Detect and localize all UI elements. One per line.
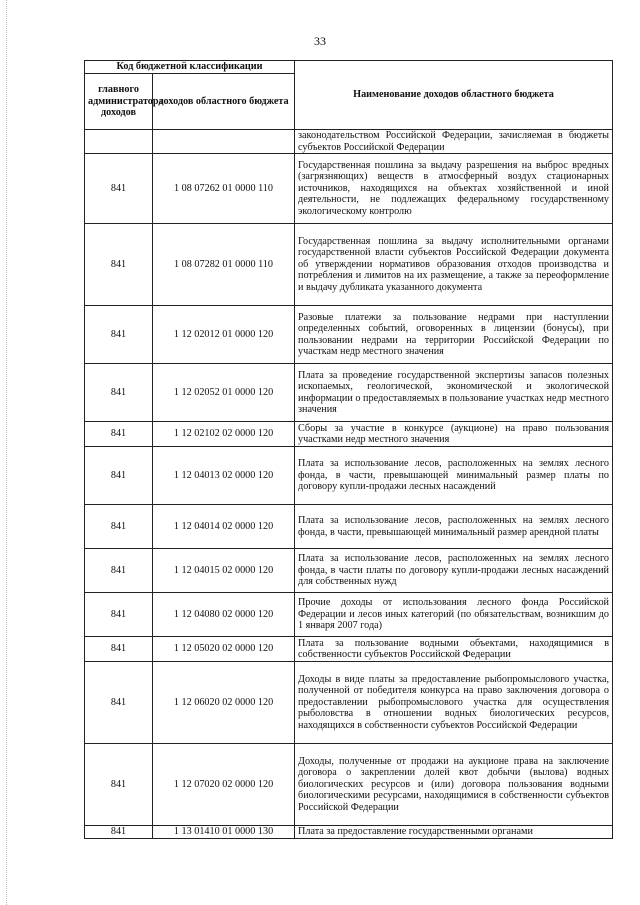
table-row <box>85 505 613 549</box>
cell-revenue-name: законодательством Российской Федерации, зачисляемая в бюджеты субъектов Российской Федерации <box>295 130 613 154</box>
cell-admin-code: 841 <box>85 549 153 593</box>
budget-classification-table <box>84 60 613 839</box>
table-row <box>85 224 613 306</box>
cell-admin-code <box>85 130 153 154</box>
cell-revenue-code <box>153 130 295 154</box>
page-number: 33 <box>314 34 326 48</box>
cell-revenue-name: Плата за использование лесов, расположенных на землях лесного фонда, в части, превышающей минимальный размер платы по договору купли-продажи лесных насаждений <box>295 447 613 505</box>
cell-admin-code: 841 <box>85 662 153 744</box>
cell-revenue-code: 1 12 02012 01 0000 120 <box>153 306 295 364</box>
cell-revenue-code: 1 08 07282 01 0000 110 <box>153 224 295 306</box>
cell-admin-code: 841 <box>85 306 153 364</box>
table-row <box>85 306 613 364</box>
cell-revenue-code: 1 12 02052 01 0000 120 <box>153 364 295 422</box>
header-regional-revenue-code: доходов областного бюджета <box>153 74 295 130</box>
cell-revenue-name: Разовые платежи за пользование недрами при наступлении определенных событий, оговоренных в лицензии (бонусы), при пользовании недрами на территории Российской Федерации по участкам недр местного значения <box>295 306 613 364</box>
table-row <box>85 364 613 422</box>
table-row <box>85 744 613 826</box>
cell-admin-code: 841 <box>85 154 153 224</box>
cell-revenue-code: 1 12 02102 02 0000 120 <box>153 422 295 447</box>
cell-admin-code: 841 <box>85 637 153 662</box>
cell-admin-code: 841 <box>85 447 153 505</box>
cell-revenue-name: Плата за проведение государственной экспертизы запасов полезных ископаемых, геологической, экономической и экологической информации о предоставляемых в пользование участках недр местного значения <box>295 364 613 422</box>
table-body <box>85 130 613 839</box>
cell-admin-code: 841 <box>85 593 153 637</box>
header-budget-classification-code: Код бюджетной классификации <box>85 61 295 74</box>
cell-admin-code: 841 <box>85 364 153 422</box>
table-row <box>85 637 613 662</box>
cell-revenue-name: Плата за предоставление государственными органами <box>295 826 613 839</box>
header-revenue-name: Наименование доходов областного бюджета <box>295 61 613 130</box>
cell-admin-code: 841 <box>85 826 153 839</box>
cell-revenue-name: Доходы в виде платы за предоставление рыбопромыслового участка, полученной от победителя конкурса на право заключения договора о предоставлении рыбопромыслового участка для осуществления рыболовства в отношении водных биологических ресурсов, находящихся в собственности субъектов Российской Федерации <box>295 662 613 744</box>
cell-revenue-name: Прочие доходы от использования лесного фонда Российской Федерации и лесов иных категорий (по обязательствам, возникшим до 1 января 2007 года) <box>295 593 613 637</box>
cell-revenue-code: 1 12 04013 02 0000 120 <box>153 447 295 505</box>
cell-revenue-code: 1 12 04015 02 0000 120 <box>153 549 295 593</box>
cell-admin-code: 841 <box>85 422 153 447</box>
cell-revenue-code: 1 12 04080 02 0000 120 <box>153 593 295 637</box>
cell-revenue-name: Плата за использование лесов, расположенных на землях лесного фонда, в части платы по договору купли-продажи лесных насаждений для собственных нужд <box>295 549 613 593</box>
cell-revenue-code: 1 12 05020 02 0000 120 <box>153 637 295 662</box>
cell-revenue-name: Доходы, полученные от продажи на аукционе права на заключение договора о закреплении долей квот добычи (вылова) водных биологических ресурсов и (или) договора пользования водными биологическими ресурсами, находящимися в собственности субъектов Российской Федерации <box>295 744 613 826</box>
cell-revenue-code: 1 12 04014 02 0000 120 <box>153 505 295 549</box>
table-row <box>85 422 613 447</box>
cell-revenue-code: 1 08 07262 01 0000 110 <box>153 154 295 224</box>
table-row <box>85 549 613 593</box>
cell-revenue-code: 1 12 06020 02 0000 120 <box>153 662 295 744</box>
table-row <box>85 662 613 744</box>
cell-revenue-name: Плата за пользование водными объектами, находящимися в собственности субъектов Российской Федерации <box>295 637 613 662</box>
header-chief-administrator: главного администратора доходов <box>85 74 153 130</box>
cell-admin-code: 841 <box>85 224 153 306</box>
cell-revenue-name: Государственная пошлина за выдачу разрешения на выброс вредных (загрязняющих) веществ в атмосферный воздух стационарных источников, находящихся на объектах хозяйственной и иной деятельности, не подлежащих федеральному государственному экологическому контролю <box>295 154 613 224</box>
cell-admin-code: 841 <box>85 744 153 826</box>
cell-revenue-code: 1 13 01410 01 0000 130 <box>153 826 295 839</box>
table-row <box>85 593 613 637</box>
table-row <box>85 130 613 154</box>
cell-revenue-name: Плата за использование лесов, расположенных на землях лесного фонда, в части, превышающей минимальный размер арендной платы <box>295 505 613 549</box>
cell-revenue-name: Сборы за участие в конкурсе (аукционе) на право пользования участками недр местного значения <box>295 422 613 447</box>
cell-revenue-name: Государственная пошлина за выдачу исполнительными органами государственной власти субъектов Российской Федерации документа об утверждении нормативов образования отходов производства и потребления и лимитов на их размещение, а также за переоформление и выдачу дубликата указанного документа <box>295 224 613 306</box>
table-row <box>85 826 613 839</box>
table-row <box>85 154 613 224</box>
cell-admin-code: 841 <box>85 505 153 549</box>
table-row <box>85 447 613 505</box>
cell-revenue-code: 1 12 07020 02 0000 120 <box>153 744 295 826</box>
scan-edge-mark <box>6 0 8 905</box>
